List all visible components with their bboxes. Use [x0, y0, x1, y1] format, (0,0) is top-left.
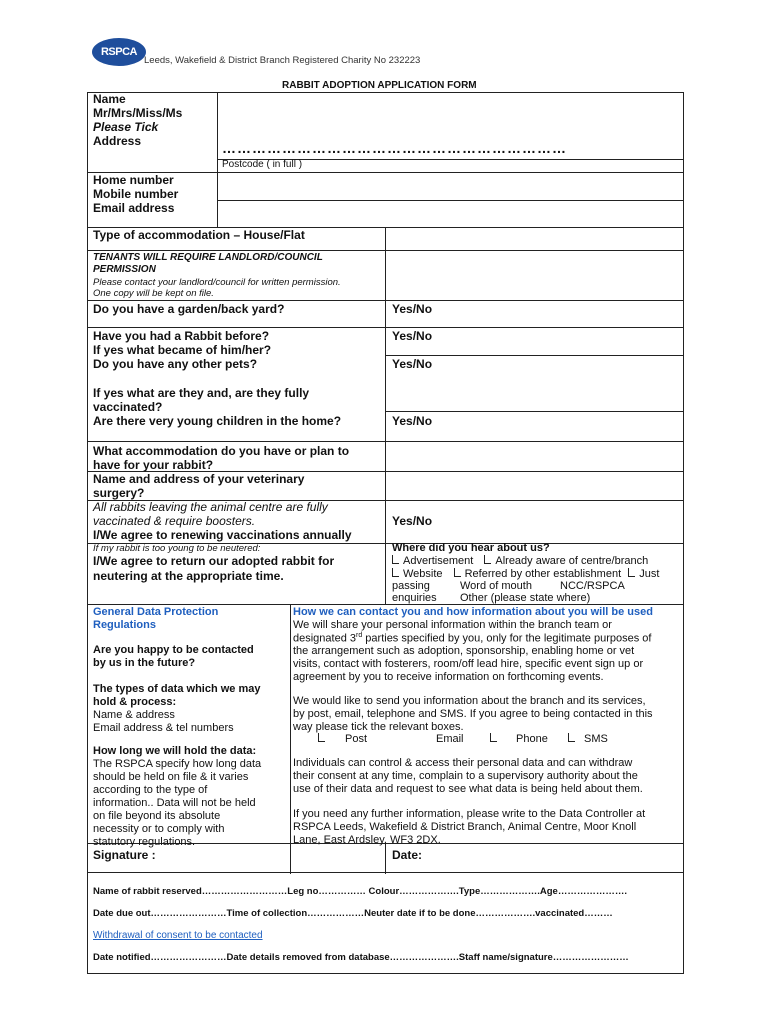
p3-line-3: use of their data and request to see what data is being held about them. — [293, 783, 643, 795]
tenants-note-1: Please contact your landlord/council for written permission. — [93, 277, 341, 288]
heard-enquiries: enquiries — [392, 592, 437, 604]
vaccination-1: All rabbits leaving the animal centre are fully — [93, 500, 328, 514]
data-types-1: The types of data which we may — [93, 683, 261, 695]
vaccination-2: vaccinated & require boosters. — [93, 514, 256, 528]
vet-question-1: Name and address of your veterinary — [93, 472, 305, 486]
data-types-3: Name & address — [93, 709, 175, 721]
footer-line-1: Name of rabbit reserved………………………Leg no…………… Colour……………….Type……………….Age…………………. — [93, 886, 627, 897]
hold-1: How long we will hold the data: — [93, 745, 257, 757]
mobile-number-label: Mobile number — [93, 187, 179, 201]
opt-sms[interactable]: SMS — [584, 733, 608, 745]
checkbox-icon[interactable] — [392, 555, 399, 564]
neuter-agree-1: I/We agree to return our adopted rabbit for — [93, 554, 335, 568]
divider — [217, 200, 684, 201]
plan-question-1: What accommodation do you have or plan to — [93, 444, 350, 458]
hold-5: information.. Data will not be held — [93, 797, 256, 809]
checkbox-icon[interactable] — [628, 568, 635, 577]
heard-row-1 — [392, 555, 648, 567]
heard-advert: Advertisement — [403, 555, 474, 567]
divider — [88, 441, 684, 442]
tenants-note-2: One copy will be kept on file. — [93, 288, 214, 299]
footer-line-3: Date notified……………………Date details removed from database………………….Staff name/signature…………………… — [93, 952, 629, 963]
heard-website: Website — [403, 568, 443, 580]
checkbox-icon[interactable] — [454, 568, 461, 577]
other-pets-question: Do you have any other pets? — [93, 357, 258, 371]
heard-ncc: NCC/RSPCA — [560, 580, 625, 592]
plan-question-2: have for your rabbit? — [93, 458, 214, 472]
divider — [88, 300, 684, 301]
heard-aware: Already aware of centre/branch — [495, 555, 649, 567]
contact-title: How we can contact you and how information about you will be used — [293, 606, 653, 618]
neuter-agree-2: neutering at the appropriate time. — [93, 569, 284, 583]
children-answer: Yes/No — [392, 414, 433, 428]
p1-sup: rd — [356, 632, 363, 639]
hold-6: on file beyond its absolute — [93, 810, 221, 822]
divider — [88, 604, 684, 605]
signature-label: Signature : — [93, 848, 156, 862]
divider — [290, 604, 291, 874]
tenants-title-1: TENANTS WILL REQUIRE LANDLORD/COUNCIL — [93, 252, 323, 263]
p2-line-1: We would like to send you information about the branch and its services, — [293, 695, 646, 707]
p4-line-2: RSPCA Leeds, Wakefield & District Branch, Animal Centre, Moor Knoll — [293, 821, 637, 833]
p2-line-2: by post, email, telephone and SMS. If you agree to being contacted in this — [293, 708, 653, 720]
divider — [217, 93, 218, 227]
happy-contacted-1: Are you happy to be contacted — [93, 644, 254, 656]
divider — [88, 250, 684, 251]
checkbox-icon[interactable] — [490, 733, 497, 742]
heard-row-2 — [392, 568, 659, 580]
checkbox-icon[interactable] — [568, 733, 575, 742]
hold-4: according to the type of — [93, 784, 208, 796]
p3-line-1: Individuals can control & access their personal data and can withdraw — [293, 757, 633, 769]
hold-2: The RSPCA specify how long data — [93, 758, 262, 770]
children-question: Are there very young children in the home? — [93, 414, 342, 428]
divider — [385, 355, 684, 356]
postcode-label: Postcode ( in full ) — [222, 159, 303, 170]
p1-line-1: We will share your personal information within the branch team or — [293, 619, 612, 631]
p1-line-2 — [293, 632, 651, 645]
title-options: Mr/Mrs/Miss/Ms — [93, 106, 183, 120]
heard-just: Just — [639, 568, 660, 580]
rabbit-before-answer: Yes/No — [392, 329, 433, 343]
opt-post[interactable]: Post — [318, 733, 367, 745]
heard-other: Other (please state where) — [460, 592, 591, 604]
address-dots: …………………………………………………………… — [222, 140, 567, 156]
divider — [88, 327, 684, 328]
home-number-label: Home number — [93, 173, 174, 187]
other-pets-answer: Yes/No — [392, 357, 433, 371]
date-label: Date: — [392, 848, 423, 862]
gdpr-title-2: Regulations — [93, 619, 156, 631]
vaccination-agree: I/We agree to renewing vaccinations annually — [93, 528, 352, 542]
name-label: Name — [93, 92, 126, 106]
garden-question: Do you have a garden/back yard? — [93, 302, 285, 316]
p2-line-3: way please tick the relevant boxes. — [293, 721, 464, 733]
heard-title: Where did you hear about us? — [392, 542, 550, 554]
divider — [385, 227, 386, 604]
divider — [385, 843, 386, 874]
p1-line-2a: designated 3 — [293, 632, 356, 645]
happy-contacted-2: by us in the future? — [93, 657, 196, 669]
hold-8: statutory regulations. — [93, 836, 196, 848]
vet-question-2: surgery? — [93, 486, 145, 500]
young-note: If my rabbit is too young to be neutered: — [93, 543, 261, 554]
heard-passing: passing — [392, 580, 430, 592]
other-pets-follow-2: vaccinated? — [93, 400, 163, 414]
p1-line-2b: parties specified by you, only for the legitimate purposes of — [362, 632, 652, 645]
tenants-title-2: PERMISSION — [93, 264, 156, 275]
garden-answer: Yes/No — [392, 302, 433, 316]
checkbox-icon[interactable] — [392, 568, 399, 577]
opt-email[interactable]: Email — [436, 733, 501, 745]
email-label: Email address — [93, 201, 175, 215]
p3-line-2: their consent at any time, complain to a supervisory authority about the — [293, 770, 638, 782]
form-title: RABBIT ADOPTION APPLICATION FORM — [282, 80, 477, 91]
opt-phone[interactable]: Phone — [516, 733, 579, 745]
heard-referred: Referred by other establishment — [464, 568, 622, 580]
divider — [385, 411, 684, 412]
heard-wom: Word of mouth — [460, 580, 532, 592]
rspca-logo: RSPCA — [92, 38, 146, 66]
p1-line-4: visits, contact with fosterers, room/off lead hire, specific event sign up or — [293, 658, 644, 670]
data-types-2: hold & process: — [93, 696, 177, 708]
charity-line: Leeds, Wakefield & District Branch Registered Charity No 232223 — [144, 55, 421, 66]
checkbox-icon[interactable] — [484, 555, 491, 564]
withdrawal-link[interactable]: Withdrawal of consent to be contacted — [93, 930, 263, 941]
rabbit-before-q2: If yes what became of him/her? — [93, 343, 272, 357]
p4-line-3: Lane, East Ardsley, WF3 2DX. — [293, 834, 441, 846]
p1-line-5: agreement by you to receive information on forthcoming events. — [293, 671, 604, 683]
please-tick: Please Tick — [93, 120, 159, 134]
address-label: Address — [93, 134, 142, 148]
data-types-4: Email address & tel numbers — [93, 722, 234, 734]
p1-line-3: the arrangement such as adoption, sponsorship, enabling home or vet — [293, 645, 635, 657]
divider — [88, 172, 684, 173]
hold-3: should be held on file & it varies — [93, 771, 249, 783]
rabbit-before-q1: Have you had a Rabbit before? — [93, 329, 270, 343]
accommodation-type: Type of accommodation – House/Flat — [93, 228, 305, 242]
p4-line-1: If you need any further information, please write to the Data Controller at — [293, 808, 646, 820]
vaccination-answer: Yes/No — [392, 514, 433, 528]
other-pets-follow-1: If yes what are they and, are they fully — [93, 386, 310, 400]
gdpr-title-1: General Data Protection — [93, 606, 219, 618]
checkbox-icon[interactable] — [318, 733, 325, 742]
footer-line-2: Date due out……………………Time of collection………………Neuter date if to be done……………….vaccinated……… — [93, 908, 613, 919]
hold-7: necessity or to comply with — [93, 823, 225, 835]
